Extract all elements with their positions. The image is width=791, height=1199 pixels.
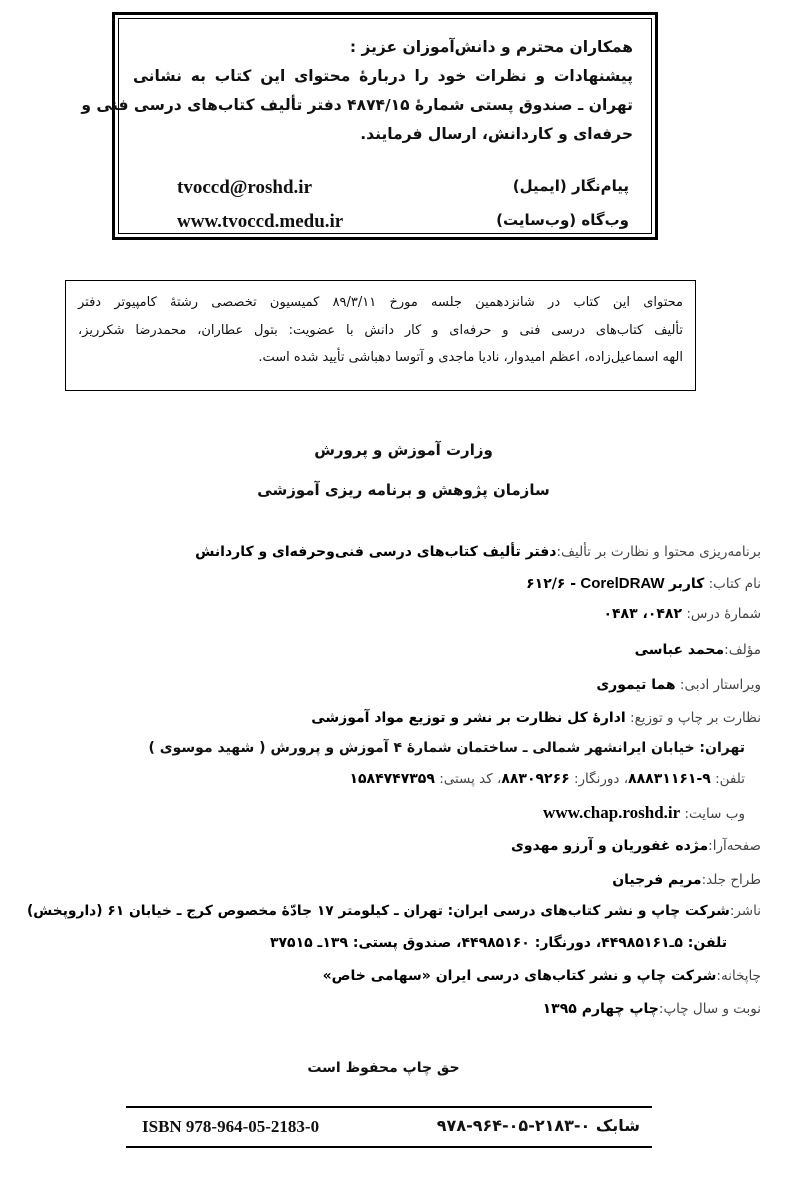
website-label: وب‌گاه (وب‌سایت) (496, 211, 629, 229)
credit-value: ادارهٔ کل نظارت بر نشر و توزیع مواد آموزشی (311, 710, 626, 726)
credit-website (543, 803, 745, 823)
credit-value: مریم فرجیان (612, 872, 702, 888)
credit-value: دفتر تألیف کتاب‌های درسی فنی‌وحرفه‌ای و کاردانش (195, 544, 557, 560)
credit-phone-line: تلفن: ۹-۸۸۸۳۱۱۶۱، دورنگار: ۸۸۳۰۹۲۶۶، کد پستی: ۱۵۸۴۷۴۷۳۵۹ (349, 771, 745, 787)
email-label: پیام‌نگار (ایمیل) (512, 177, 629, 195)
approval-line: محتوای این کتاب در شانزدهمین جلسه مورخ ۸۹/۳/۱۱ کمیسیون تخصصی رشتهٔ کامپیوتر دفتر (78, 295, 684, 310)
isbn-box (126, 1106, 652, 1148)
credit-value: شرکت چاپ و نشر کتاب‌های درسی ایران «سهامی خاص» (322, 968, 717, 984)
credit-label: ویراستار ادبی: (679, 677, 761, 693)
book-name-fa: کاربر (668, 576, 705, 592)
notice-line: همکاران محترم و دانش‌آموزان عزیز : (349, 38, 633, 56)
credit-label: نظارت بر چاپ و توزیع: (630, 710, 761, 726)
fax-value: ۸۸۳۰۹۲۶۶ (501, 771, 570, 787)
credit-value: شرکت چاپ و نشر کتاب‌های درسی ایران: تهران ـ کیلومتر ۱۷ جادّهٔ مخصوص کرج ـ خیابان ۶۱ (داروپخش) (27, 903, 730, 919)
credit-editor (596, 677, 761, 693)
website-link[interactable]: www.tvoccd.medu.ir (177, 211, 344, 232)
credit-edition (543, 1001, 761, 1017)
phone-label: تلفن: (715, 771, 745, 787)
email-link[interactable]: tvoccd@roshd.ir (177, 177, 313, 198)
approval-line: الهه اسماعیل‌زاده، اعظم امیدوار، نادیا ماجدی و آتوسا دهباشی تأیید شده است. (258, 350, 683, 365)
credit-label: مؤلف: (724, 642, 761, 658)
site-link[interactable]: www.chap.roshd.ir (543, 803, 681, 822)
isbn-fa: شابک ۰-۲۱۸۳-۰۵-۹۶۴-۹۷۸ (436, 1116, 640, 1135)
site-label: وب سایت: (684, 806, 745, 822)
approval-box (65, 280, 696, 391)
credit-layout (511, 838, 761, 854)
credit-cover (612, 872, 761, 888)
notice-line: تهران ـ صندوق پستی شمارهٔ ۴۸۷۴/۱۵ دفتر تألیف کتاب‌های درسی فنی و (81, 96, 633, 114)
address-text: تهران: خیابان ایرانشهر شمالی ـ ساختمان شمارهٔ ۴ آموزش و پرورش ( شهید موسوی ) (148, 740, 745, 756)
credit-publisher-contact (270, 935, 727, 951)
credit-label: طراح جلد: (701, 872, 761, 888)
credit-value: هما تیموری (596, 677, 676, 693)
website-row (177, 211, 629, 241)
credit-value: چاپ چهارم ۱۳۹۵ (542, 1001, 659, 1017)
feedback-notice-inner (81, 18, 652, 234)
isbn-en: ISBN 978-964-05-2183-0 (142, 1117, 320, 1136)
credit-supervision (311, 710, 761, 726)
feedback-notice-box (81, 12, 658, 240)
credit-label: برنامه‌ریزی محتوا و نظارت بر تألیف: (556, 544, 761, 560)
credit-publisher (27, 903, 761, 919)
credit-author (635, 642, 761, 658)
publisher-contact: تلفن: ۵ـ۴۴۹۸۵۱۶۱، دورنگار: ۴۴۹۸۵۱۶۰، صندوق پستی: ۱۳۹ـ ۳۷۵۱۵ (269, 935, 727, 951)
credit-label: شمارهٔ درس: (686, 606, 761, 622)
book-name-en: CorelDRAW (580, 575, 665, 592)
credit-book-name (526, 575, 761, 592)
copyright-text: حق چاپ محفوظ است (307, 1060, 460, 1076)
credit-label: صفحه‌آرا: (708, 838, 761, 854)
postal-value: ۱۵۸۴۷۴۷۳۵۹ (349, 771, 435, 787)
credit-value: ۰۴۸۲، ۰۴۸۳ (603, 606, 683, 622)
credit-value: محمد عباسی (634, 642, 725, 658)
book-code: - ۶۱۲/۶ (526, 576, 577, 592)
credit-label: نوبت و سال چاپ: (658, 1001, 761, 1017)
credit-value: مژده غفوریان و آرزو مهدوی (511, 838, 709, 854)
credit-planning (195, 544, 761, 560)
notice-line: حرفه‌ای و کاردانش، ارسال فرمایند. (360, 125, 633, 143)
credit-lesson-number (603, 606, 761, 622)
email-row (177, 177, 629, 207)
phone-value: ۹-۸۸۸۳۱۱۶۱ (628, 771, 711, 787)
credit-label: ناشر: (729, 903, 761, 919)
postal-label: کد پستی: (439, 771, 493, 787)
approval-line: تألیف کتاب‌های درسی فنی و حرفه‌ای و کار دانش با عضویت: بتول عطاران، محمدرضا شکرریز، (78, 322, 683, 338)
notice-line: پیشنهادات و نظرات خود را دربارهٔ محتوای این کتاب به نشانی (133, 67, 633, 85)
organization-title: سازمان پژوهش و برنامه ریزی آموزشی (257, 481, 550, 499)
ministry-title: وزارت آموزش و پرورش (314, 441, 493, 459)
credit-label: نام کتاب: (708, 576, 761, 592)
copyright-notice (0, 1060, 775, 1076)
credit-address (149, 740, 745, 756)
credit-printer (323, 968, 761, 984)
fax-label: دورنگار: (573, 771, 620, 787)
credit-label: چاپخانه: (716, 968, 761, 984)
